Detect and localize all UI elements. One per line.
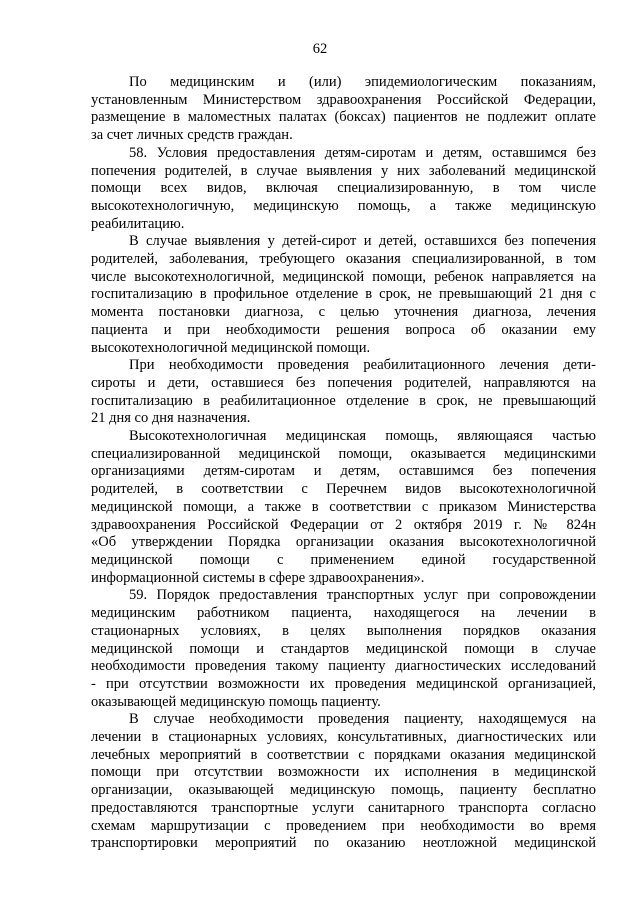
text-line: родителей, заболевания, требующего оказания специализированной, в том xyxy=(91,251,596,268)
text-line: В случае необходимости проведения пациенту, находящемуся на xyxy=(129,711,596,728)
text-line: 59. Порядок предоставления транспортных услуг при сопровождении xyxy=(129,587,596,604)
paragraph xyxy=(91,145,596,234)
text-line: медицинским работником пациента, находящегося на лечении в xyxy=(91,605,596,622)
text-line: В случае выявления у детей-сирот и детей, оставшихся без попечения xyxy=(129,233,596,250)
paragraph xyxy=(91,587,596,711)
text-line: 58. Условия предоставления детям-сиротам и детям, оставшимся без xyxy=(129,144,596,161)
text-line: лечении в стационарных условиях, консультативных, диагностических или xyxy=(91,729,596,746)
text-line: По медицинским и (или) эпидемиологическим показаниям, xyxy=(129,74,596,90)
text-line: лечебных мероприятий в соответствии с порядками оказания медицинской xyxy=(91,746,596,763)
text-line: стационарных условиях, в целях выполнения порядков оказания xyxy=(91,622,596,639)
text-line: специализированной медицинской помощи, оказывается медицинскими xyxy=(91,445,596,462)
text-line: - при отсутствии возможности их проведения медицинской организацией, xyxy=(91,675,596,692)
paragraph xyxy=(91,428,596,587)
text-line: транспортировки мероприятий по оказанию неотложной медицинской xyxy=(91,835,596,852)
paragraph xyxy=(91,233,596,357)
text-line: «Об утверждении Порядка организации оказания высокотехнологичной xyxy=(91,534,596,551)
document-body xyxy=(91,74,596,853)
text-line: за счет личных средств граждан. xyxy=(91,127,293,144)
paragraph xyxy=(91,74,596,145)
text-line: родителей, в соответствии с Перечнем видов высокотехнологичной xyxy=(91,481,596,498)
text-line: предоставляются транспортные услуги санитарного транспорта согласно xyxy=(91,799,596,816)
text-line: попечения родителей, в случае выявления у них заболеваний медицинской xyxy=(91,162,596,179)
page-number: 62 xyxy=(312,41,328,57)
text-line: госпитализацию в реабилитационное отделение в срок, не превышающий xyxy=(91,392,596,409)
text-line: медицинской помощи, а также в соответствии с приказом Министерства xyxy=(91,498,596,515)
text-line: необходимости проведения такому пациенту диагностических исследований xyxy=(91,658,596,675)
text-line: помощи всех видов, включая специализированную, в том числе xyxy=(91,180,596,197)
text-line: установленным Министерством здравоохранения Российской Федерации, xyxy=(91,91,596,108)
text-line: здравоохранения Российской Федерации от 2 октября 2019 г. № 824н xyxy=(91,516,596,533)
text-line: медицинской помощи и стандартов медицинской помощи в случае xyxy=(91,640,596,657)
paragraph xyxy=(91,711,596,853)
text-line: организации, оказывающей медицинскую помощь, пациенту бесплатно xyxy=(91,782,596,799)
text-line: помощи при отсутствии возможности их исполнения в медицинской xyxy=(91,764,596,781)
text-line: высокотехнологичной медицинской помощи. xyxy=(91,339,371,356)
text-line: Высокотехнологичная медицинская помощь, являющаяся частью xyxy=(129,428,596,445)
text-line: организациями детям-сиротам и детям, оставшимся без попечения xyxy=(91,463,596,480)
text-line: оказывающей медицинскую помощь пациенту. xyxy=(91,693,381,710)
text-line: схемам маршрутизации с проведением при необходимости во время xyxy=(91,817,596,834)
paragraph xyxy=(91,357,596,428)
text-line: реабилитацию. xyxy=(91,215,185,232)
text-line: При необходимости проведения реабилитационного лечения дети- xyxy=(129,357,596,374)
text-line: размещение в маломестных палатах (боксах) пациентов не подлежит оплате xyxy=(91,109,596,126)
text-line: пациента и при необходимости решения вопроса об оказании ему xyxy=(91,321,596,338)
text-line: числе высокотехнологичной, медицинской помощи, ребенок направляется на xyxy=(91,268,596,285)
text-line: госпитализацию в профильное отделение в срок, не превышающий 21 дня с xyxy=(91,286,596,303)
text-line: высокотехнологичную, медицинскую помощь, а также медицинскую xyxy=(91,197,596,214)
text-line: 21 дня со дня назначения. xyxy=(91,410,251,427)
text-line: сироты и дети, оставшиеся без попечения родителей, направляются на xyxy=(91,374,596,391)
text-line: информационной системы в сфере здравоохранения». xyxy=(91,569,425,586)
text-line: момента постановки диагноза, с целью уточнения диагноза, лечения xyxy=(91,304,596,321)
text-line: медицинской помощи с применением единой государственной xyxy=(91,551,596,568)
